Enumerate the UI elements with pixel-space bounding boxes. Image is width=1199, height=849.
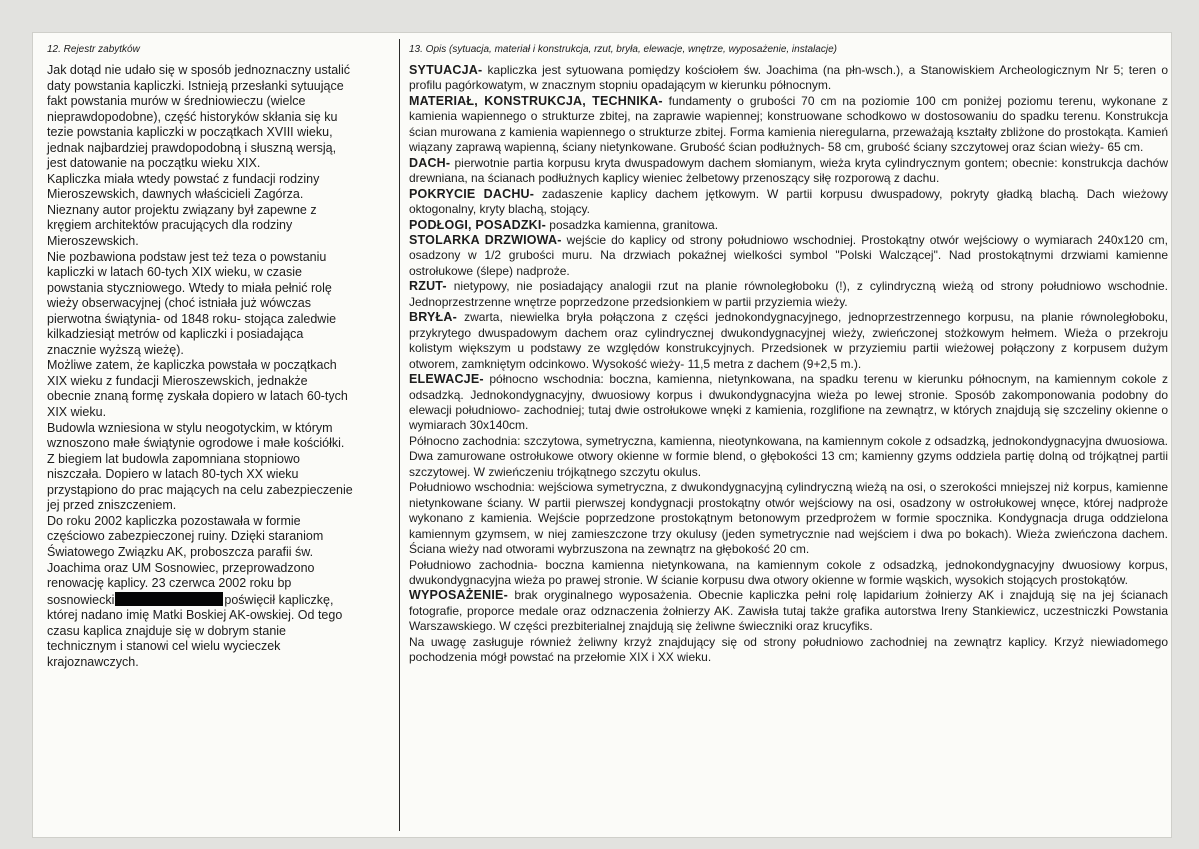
- register-line: przystąpiono do prac mających na celu zabezpieczenie: [47, 482, 353, 497]
- description-paragraph: [409, 233, 1168, 279]
- register-line: technicznym i stanowi cel wielu wycieczek: [47, 639, 281, 654]
- paragraph-text: posadzka kamienna, granitowa.: [545, 217, 719, 232]
- section-keyword: DACH-: [409, 155, 451, 170]
- paragraph-text: wejście do kaplicy od strony południowo wschodniej. Prostokątny otwór wejściowy o wymiarach 240x120 cm, osadzony w 1/2 grubości muru. Na drzwiach pokaźnej wielkości symbol "Polski Walczącej". Nad prostokątnymi drzwiami kamienne ostrołukowe (ślepe) nadproże.: [409, 232, 1168, 278]
- section-keyword: STOLARKA DRZWIOWA-: [409, 232, 562, 247]
- register-line: kapliczki w latach 60-tych XIX wieku, w czasie: [47, 265, 302, 280]
- register-text: [47, 63, 389, 592]
- redacted-line: [47, 592, 389, 609]
- register-line: jednak najbardziej prawdopodobną i słuszną wersją,: [47, 140, 337, 155]
- register-line: Nie pozbawiona podstaw jest też teza o powstaniu: [47, 249, 327, 264]
- description-paragraph: [409, 372, 1168, 434]
- section-keyword: SYTUACJA-: [409, 63, 483, 77]
- register-line: znacznie wyższą wieżę).: [47, 342, 184, 357]
- register-line: kilkadziesiąt metrów od kapliczki i posiadająca: [47, 327, 304, 342]
- description-paragraph: [409, 94, 1168, 156]
- paragraph-text: zadaszenie kaplicy dachem jętkowym. W partii korpusu dwuspadowy, pokryty gładką blachą. Dach wieżowy oktogonalny, kryty blachą, stojący.: [409, 186, 1168, 217]
- register-line: tezie powstania kapliczki w początkach XVIII wieku,: [47, 125, 333, 140]
- paragraph-text: fundamenty o grubości 70 cm na poziomie 100 cm poniżej poziomu terenu, wykonane z kamienia wapiennego o strukturze zbitej, na zaprawie wapiennej; konstruowane schodkowo w dostosowaniu do spadku terenu. Konstrukcja ścian murowana z kamienia wapiennego o strukturze zbitej. Forma kamienia nieregularna, przeważają kształty zbliżone do prostokąta. Kamień wiązany zaprawą wapienną, ściany nietynkowane. Grubość ścian podłużnych- 58 cm, grubość ściany szczytowej oraz ścian wieży- 65 cm.: [409, 93, 1168, 155]
- paragraph-text: zwarta, niewielka bryła połączona z części jednokondygnacyjnego, jednoprzestrzennego korpusu, na planie równoległoboku, przykrytego dwuspadowym dachem oraz cylindrycznej dwukondygnacyjnej wieży, zwieńczonej stożkowym hełmem. Wieża o przekroju kolistym większym u podstawy ze względów konstrukcyjnych. Przedsionek w przyziemiu partii wieżowej połączony z korpusem dużym otworem, zamkniętym odcinkowo. Wysokość wieży- 11,5 metra z dachem (9+2,5 m.).: [409, 310, 1168, 371]
- redacted-line-pre: sosnowiecki: [47, 592, 115, 607]
- register-line: której nadano imię Matki Boskiej AK-owskiej. Od tego: [47, 608, 343, 623]
- description-column: [409, 43, 1168, 666]
- description-paragraph: [409, 588, 1168, 634]
- paragraph-text: kapliczka jest sytuowana pomiędzy kościołem św. Joachima (na płn-wsch.), a Stanowiskiem Archeologicznym Nr 5; teren o profilu pagórkowatym, w znacznym stopniu opadającym w kierunku północnym.: [409, 63, 1168, 93]
- register-line: Mieroszewskich, dawnych właścicieli Zagórza.: [47, 187, 304, 202]
- register-line: krajoznawczych.: [47, 654, 139, 669]
- register-line: Możliwe zatem, że kapliczka powstała w początkach: [47, 358, 337, 373]
- paragraph-text: północno wschodnia: boczna, kamienna, nietynkowana, na spadku terenu w kierunku północnym, na kamiennym cokole z odsadzką. Jednokondygnacyjny, dwuosiowy korpus i dwukondygnacyjna wieża po lewej stronie. Sposób zakomponowania podobny do elewacji południowo- zachodniej; tutaj dwie ostrołukowe wnęki z kamienia, rozglifione na zewnątrz, w których znajdują się szczeliny okienne o wymiarach 30x140cm.: [409, 372, 1168, 433]
- register-line: renowację kaplicy. 23 czerwca 2002 roku bp: [47, 576, 292, 591]
- description-paragraph: [409, 434, 1168, 480]
- redacted-line-post: poświęcił kapliczkę,: [224, 592, 334, 607]
- description-paragraph: [409, 558, 1168, 589]
- register-line: pierwotna świątynia- od 1848 roku- stojąca zaledwie: [47, 311, 337, 326]
- document-sheet: [32, 32, 1172, 838]
- register-line: Budowla wzniesiona w stylu neogotyckim, w którym: [47, 420, 333, 435]
- register-line: Mieroszewskich.: [47, 234, 139, 249]
- description-header: 13. Opis (sytuacja, materiał i konstrukcja, rzut, bryła, elewacje, wnętrze, wyposażenie, instalacje): [409, 44, 837, 55]
- register-line: jest datowanie na początku wieku XIX.: [47, 156, 261, 171]
- description-paragraph: [409, 218, 1168, 233]
- register-line: kręgiem architektów pracujących dla rodziny: [47, 218, 293, 233]
- register-line: Jak dotąd nie udało się w sposób jednoznaczny ustalić: [47, 63, 350, 77]
- register-line: czasu kaplica znajduje się w dobrym stanie: [47, 623, 287, 638]
- section-keyword: WYPOSAŻENIE-: [409, 588, 508, 603]
- register-line: obecnie znaną formę zyskała dopiero w latach 60-tych: [47, 389, 348, 404]
- register-header: 12. Rejestr zabytków: [47, 44, 140, 55]
- section-keyword: POKRYCIE DACHU-: [409, 186, 535, 201]
- description-paragraph: [409, 187, 1168, 218]
- register-line: Światowego Związku AK, proboszcza parafii św.: [47, 544, 314, 559]
- section-keyword: ELEWACJE-: [409, 372, 484, 387]
- register-text-end: [47, 608, 389, 670]
- register-line: wznoszono małe świątynie ogrodowe i małe kościółki.: [47, 436, 345, 451]
- register-line: Kapliczka miała wtedy powstać z fundacji rodziny: [47, 171, 320, 186]
- paragraph-text: Południowo zachodnia- boczna kamienna nietynkowana, na kamiennym cokole z odsadzką, jednokondygnacyjny dwuosiowy korpus, dwukondygnacyjna wieża po prawej stronie. W ścianie korpusu dwa otwory okienne w formie wąskich, wysokich stojących prostokątów.: [409, 557, 1168, 587]
- paragraph-text: pierwotnie partia korpusu kryta dwuspadowym dachem słomianym, wieża kryta cylindrycznym gontem; obecnie: konstrukcja dachów drewniana, na ścianach podłużnych kaplicy wieniec żelbetowy przenoszący siłę rozporową z dachu.: [409, 155, 1168, 186]
- register-column: [47, 43, 389, 670]
- paragraph-text: Północno zachodnia: szczytowa, symetryczna, kamienna, nieotynkowana, na kamiennym cokole z odsadzką, jednokondygnacyjna dwuosiowa. Dwa zamurowane ostrołukowe otwory okienne w formie blend, o głębokości 13 cm; kamienny gzyms oddziela partię dolną od trójkątnej partii szczytowej. W zwieńczeniu trójkątnego szczytu okulus.: [409, 433, 1168, 479]
- description-paragraph: [409, 480, 1168, 557]
- register-line: XIX wieku z fundacji Mieroszewskich, jednakże: [47, 373, 308, 388]
- description-paragraph: [409, 310, 1168, 372]
- description-paragraph: [409, 63, 1168, 94]
- description-paragraph: [409, 635, 1168, 666]
- register-line: Joachima oraz UM Sosnowiec, przeprowadzono: [47, 560, 315, 575]
- register-line: Nieznany autor projektu związany był zapewne z: [47, 202, 317, 217]
- register-line: XIX wieku.: [47, 405, 107, 420]
- section-keyword: BRYŁA-: [409, 310, 457, 325]
- register-line: częściowo zabezpieczonej ruiny. Dzięki staraniom: [47, 529, 324, 544]
- section-keyword: MATERIAŁ, KONSTRUKCJA, TECHNIKA-: [409, 93, 663, 108]
- register-line: jej przed zniszczeniem.: [47, 498, 177, 513]
- paragraph-text: Na uwagę zasługuje również żeliwny krzyż znajdujący się od strony południowo zachodniej na zewnątrz kaplicy. Krzyż niewiadomego pochodzenia mógł powstać na przełomie XIX i XX wieku.: [409, 634, 1168, 665]
- register-line: nieprawdopodobne), część historyków skłania się ku: [47, 109, 338, 124]
- register-line: Do roku 2002 kapliczka pozostawała w formie: [47, 513, 301, 528]
- column-divider: [399, 39, 400, 831]
- section-keyword: PODŁOGI, POSADZKI-: [409, 217, 546, 232]
- register-line: daty powstania kapliczki. Istnieją przesłanki sytuujące: [47, 78, 344, 93]
- register-line: wieży obserwacyjnej (choć istniała już wówczas: [47, 296, 311, 311]
- register-line: Z biegiem lat budowla zapomniana stopniowo: [47, 451, 300, 466]
- register-line: powstania styczniowego. Wtedy to miała pełnić rolę: [47, 280, 332, 295]
- paragraph-text: nietypowy, nie posiadający analogii rzut na planie równoległoboku (!), z cylindryczną wieżą od strony południowo wschodnie. Jednoprzestrzenne wnętrze poprzedzone przedsionkiem w partii przyziemia wieży.: [409, 279, 1168, 309]
- paragraph-text: brak oryginalnego wyposażenia. Obecnie kapliczka pełni rolę lapidarium żołnierzy AK i znajdują się na jej ścianach fotografie, proporce medale oraz odznaczenia żołnierzy AK. Zawisła tutaj także grafika autorstwa Ireny Stankiewicz, uczestniczki Powstania Warszawskiego. W części prezbiterialnej znajdują się żeliwne świeczniki oraz krucyfiks.: [409, 588, 1168, 634]
- paragraph-text: Południowo wschodnia: wejściowa symetryczna, z dwukondygnacyjną cylindryczną wieżą na osi, o szerokości mniejszej niż korpus, kamienne nietynkowane ściany. W partii pierwszej kondygnacji prostokątny otwór wejściowy na osi, osadzony w ostrołukowej wnęce, której nadproże wykonano z kamienia. Wejście poprzedzone prostokątnym betonowym przedprożem w formie spocznika. Kondygnacja druga oddzielona kamiennym gzymsem, w niej zamieszczone trzy okulusy (jeden symetrycznie nad wejściem i dwa po bokach). Wieża zwieńczona dachem. Ściana wieży nad otworami wybrzuszona na zewnątrz na głębokość 20 cm.: [409, 480, 1168, 557]
- redaction-bar: [115, 592, 223, 606]
- register-line: fakt powstania murów w średniowieczu (wielce: [47, 94, 306, 109]
- register-line: niszczała. Dopiero w latach 80-tych XX wieku: [47, 467, 299, 482]
- description-paragraph: [409, 156, 1168, 187]
- description-text: [409, 63, 1168, 666]
- section-keyword: RZUT-: [409, 279, 447, 294]
- description-paragraph: [409, 279, 1168, 310]
